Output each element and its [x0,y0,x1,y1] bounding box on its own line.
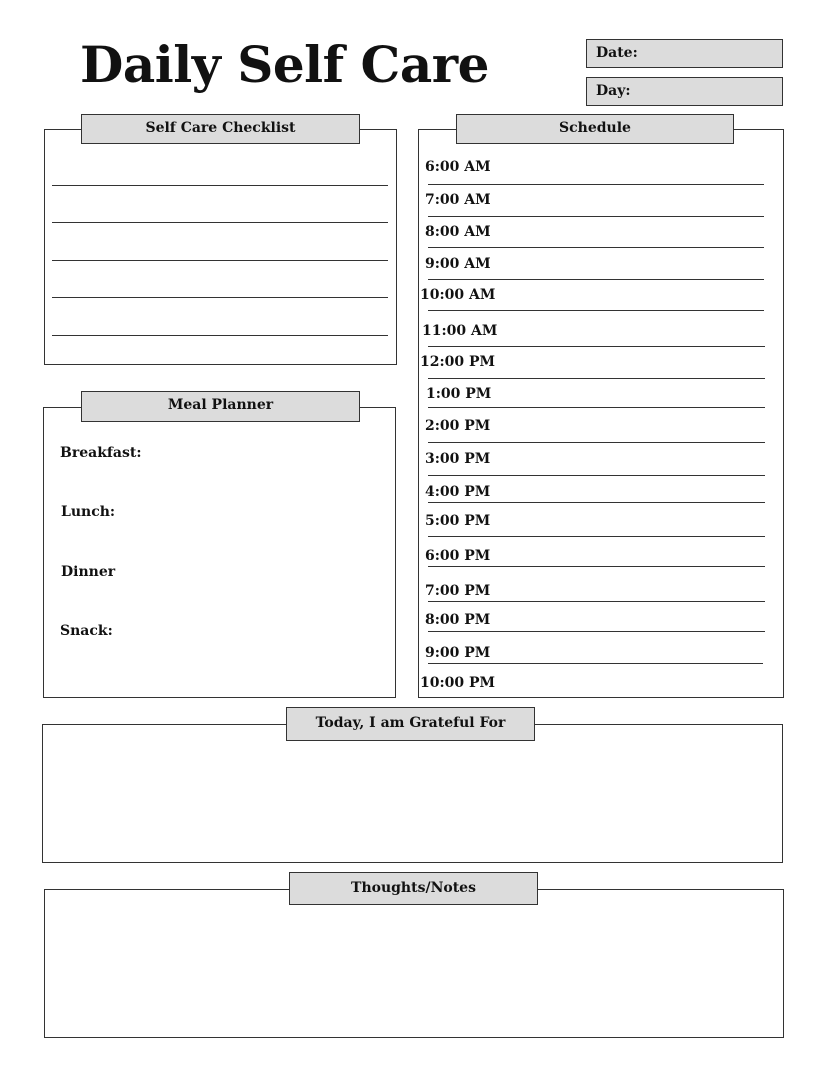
day-label: Day: [596,83,631,99]
schedule-line[interactable] [428,442,765,443]
time-slot-label: 12:00 PM [420,354,496,370]
time-slot-label: 11:00 AM [422,323,498,339]
notes-box[interactable] [44,889,784,1038]
schedule-line[interactable] [428,475,765,476]
time-slot-label: 8:00 AM [425,224,491,240]
time-slot-label: 7:00 AM [425,192,491,208]
grateful-box[interactable] [42,724,783,863]
time-slot-label: 1:00 PM [426,386,492,402]
schedule-line[interactable] [428,601,765,602]
time-slot-label: 10:00 AM [420,287,496,303]
meal-planner-title: Meal Planner [81,391,360,422]
time-slot-label: 2:00 PM [425,418,491,434]
time-slot-label: 4:00 PM [425,484,491,500]
schedule-title: Schedule [456,114,734,144]
time-slot-label: 5:00 PM [425,513,491,529]
time-slot-label: 10:00 PM [420,675,496,691]
schedule-line[interactable] [428,279,764,280]
day-field[interactable] [586,77,783,106]
time-slot-label: 9:00 PM [425,645,491,661]
schedule-line[interactable] [428,566,765,567]
notes-title: Thoughts/Notes [289,872,538,905]
dinner-label: Dinner [61,564,116,580]
time-slot-label: 6:00 AM [425,159,491,175]
lunch-label: Lunch: [61,504,116,520]
page-title: Daily Self Care [80,35,489,94]
time-slot-label: 8:00 PM [425,612,491,628]
time-slot-label: 3:00 PM [425,451,491,467]
schedule-line[interactable] [428,663,763,664]
date-label: Date: [596,45,638,61]
checklist-title: Self Care Checklist [81,114,360,144]
date-field[interactable] [586,39,783,68]
checklist-line[interactable] [52,335,388,336]
schedule-line[interactable] [428,310,764,311]
checklist-line[interactable] [52,185,388,186]
time-slot-label: 6:00 PM [425,548,491,564]
checklist-line[interactable] [52,260,388,261]
schedule-line[interactable] [428,631,765,632]
checklist-box [44,129,397,365]
breakfast-label: Breakfast: [60,445,142,461]
schedule-line[interactable] [428,346,765,347]
schedule-line[interactable] [428,247,764,248]
schedule-line[interactable] [428,216,764,217]
schedule-line[interactable] [428,378,765,379]
time-slot-label: 7:00 PM [425,583,491,599]
schedule-line[interactable] [428,502,765,503]
snack-label: Snack: [60,623,113,639]
grateful-title: Today, I am Grateful For [286,707,535,741]
schedule-line[interactable] [428,536,765,537]
checklist-line[interactable] [52,297,388,298]
time-slot-label: 9:00 AM [425,256,491,272]
checklist-line[interactable] [52,222,388,223]
schedule-line[interactable] [428,407,765,408]
schedule-line[interactable] [428,184,764,185]
